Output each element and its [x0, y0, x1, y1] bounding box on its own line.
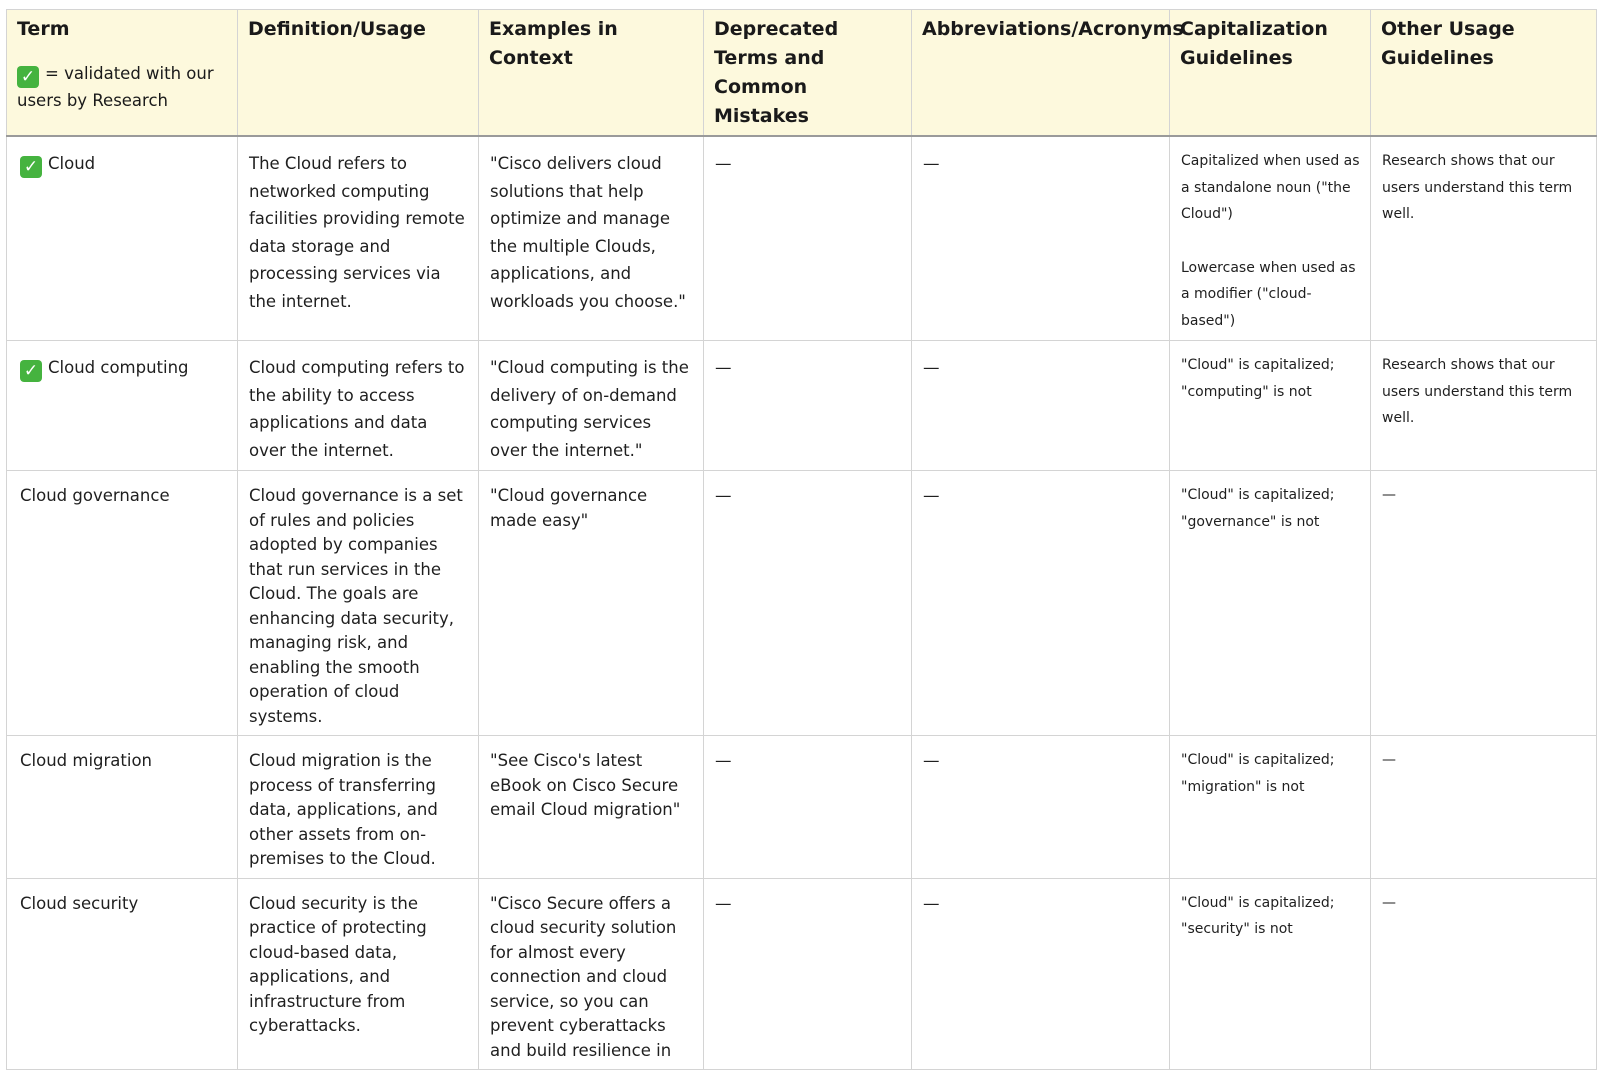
definition-cell: Cloud security is the practice of protecting cloud-based data, applications, and infrastructure from cyberattacks.: [238, 878, 479, 1070]
other-usage-cell: —: [1371, 471, 1597, 736]
header-abbreviations: Abbreviations/Acronyms: [912, 10, 1170, 137]
other-usage-cell: —: [1371, 736, 1597, 879]
capitalization-text: Lowercase when used as a modifier ("cloud-based"): [1181, 259, 1356, 329]
table-body: [7, 136, 1597, 1070]
header-examples: Examples in Context: [479, 10, 704, 137]
header-capitalization: Capitalization Guidelines: [1170, 10, 1371, 137]
other-usage-cell: Research shows that our users understand this term well.: [1371, 341, 1597, 471]
other-usage-cell: —: [1371, 878, 1597, 1070]
header-term-label: Term: [17, 18, 70, 40]
term-cell: Cloud security: [7, 878, 238, 1070]
deprecated-cell: —: [704, 878, 912, 1070]
capitalization-cell: "Cloud" is capitalized; "computing" is not: [1170, 341, 1371, 471]
example-cell: "Cloud governance made easy": [479, 471, 704, 736]
term-name: Cloud computing: [48, 358, 189, 377]
definition-cell: The Cloud refers to networked computing facilities providing remote data storage and processing services via the internet.: [238, 136, 479, 341]
abbreviations-cell: —: [912, 136, 1170, 341]
deprecated-cell: —: [704, 736, 912, 879]
example-cell: "See Cisco's latest eBook on Cisco Secure email Cloud migration": [479, 736, 704, 879]
check-icon: ✓: [17, 66, 39, 88]
legend-text: = validated with our users by Research: [17, 64, 214, 110]
term-cell: Cloud governance: [7, 471, 238, 736]
deprecated-cell: —: [704, 136, 912, 341]
definition-cell: Cloud migration is the process of transferring data, applications, and other assets from on-premises to the Cloud.: [238, 736, 479, 879]
header-deprecated: Deprecated Terms and Common Mistakes: [704, 10, 912, 137]
header-definition: Definition/Usage: [238, 10, 479, 137]
definition-cell: Cloud computing refers to the ability to access applications and data over the internet.: [238, 341, 479, 471]
deprecated-cell: —: [704, 471, 912, 736]
abbreviations-cell: —: [912, 878, 1170, 1070]
deprecated-cell: —: [704, 341, 912, 471]
capitalization-cell: "Cloud" is capitalized; "migration" is not: [1170, 736, 1371, 879]
capitalization-cell: "Cloud" is capitalized; "security" is not: [1170, 878, 1371, 1070]
abbreviations-cell: —: [912, 736, 1170, 879]
example-cell: "Cisco delivers cloud solutions that help optimize and manage the multiple Clouds, applications, and workloads you choose.": [479, 136, 704, 341]
example-cell: "Cisco Secure offers a cloud security solution for almost every connection and cloud service, so you can prevent cyberattacks and build resilience in: [479, 878, 704, 1070]
term-cell: Cloud migration: [7, 736, 238, 879]
glossary-table: [6, 9, 1597, 1070]
term-cell: [7, 136, 238, 341]
abbreviations-cell: —: [912, 341, 1170, 471]
table-row: [7, 341, 1597, 471]
capitalization-cell: [1170, 136, 1371, 341]
header-other: Other Usage Guidelines: [1371, 10, 1597, 137]
term-cell: [7, 341, 238, 471]
other-usage-cell: Research shows that our users understand this term well.: [1371, 136, 1597, 341]
header-term: [7, 10, 238, 137]
capitalization-text: Capitalized when used as a standalone noun ("the Cloud"): [1181, 153, 1360, 222]
validated-legend: [17, 61, 227, 114]
table-row: [7, 136, 1597, 341]
table-header: [7, 10, 1597, 137]
term-name: Cloud: [48, 154, 96, 173]
example-cell: "Cloud computing is the delivery of on-demand computing services over the internet.": [479, 341, 704, 471]
abbreviations-cell: —: [912, 471, 1170, 736]
check-icon: ✓: [20, 156, 42, 178]
definition-cell: Cloud governance is a set of rules and policies adopted by companies that run services in the Cloud. The goals are enhancing data security, managing risk, and enabling the smooth operation of cloud systems.: [238, 471, 479, 736]
capitalization-cell: "Cloud" is capitalized; "governance" is not: [1170, 471, 1371, 736]
table-row: [7, 471, 1597, 736]
header-row: [7, 10, 1597, 137]
capitalization-spacer: [1181, 228, 1360, 255]
check-icon: ✓: [20, 360, 42, 382]
table-row: [7, 878, 1597, 1070]
table-row: [7, 736, 1597, 879]
